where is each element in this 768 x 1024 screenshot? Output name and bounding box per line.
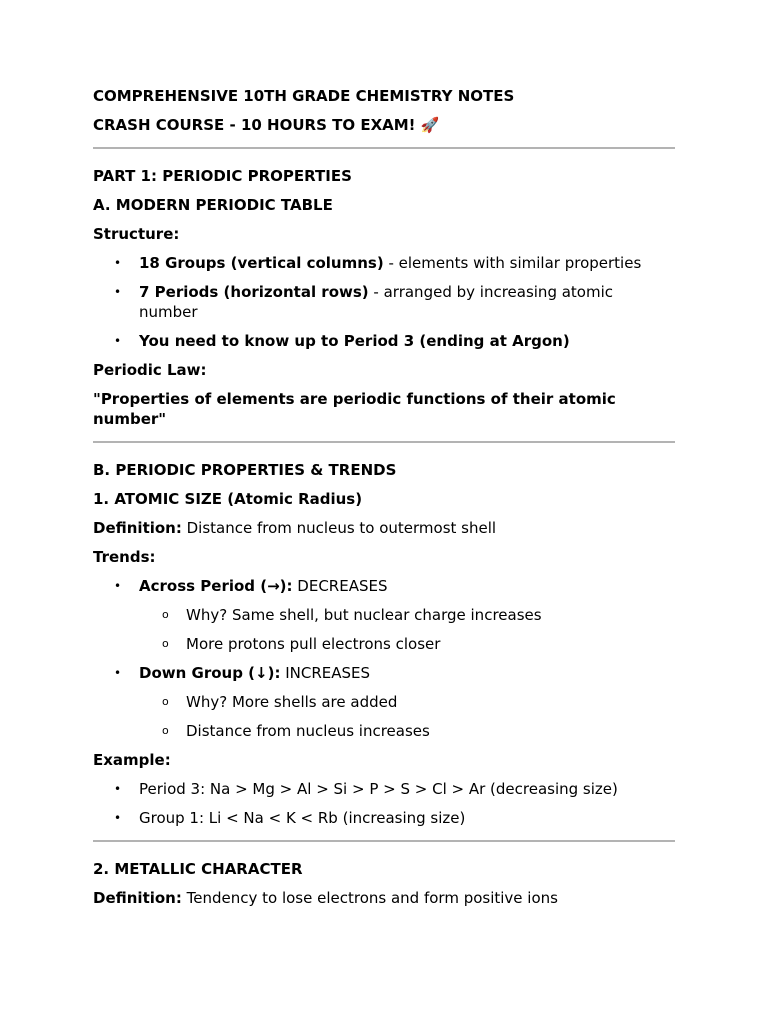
divider [93,840,675,842]
sub-list-item [139,692,675,712]
list-item-bold: 18 Groups (vertical columns) [139,254,384,272]
document-page [93,86,675,917]
circle-bullet-icon: o [162,608,169,621]
bullet-icon: • [114,782,122,796]
divider [93,441,675,443]
bullet-icon: • [114,256,122,270]
list-item-text: Period 3: Na > Mg > Al > Si > P > S > Cl > Ar (decreasing size) [139,780,618,798]
list-item [93,779,675,799]
bullet-icon: • [114,334,122,348]
sub-list-item-text: Why? More shells are added [186,693,398,711]
trends-label: Trends: [93,548,156,566]
definition-label: Definition: [93,889,182,907]
document-title: COMPREHENSIVE 10TH GRADE CHEMISTRY NOTES [93,87,515,105]
sub-list-item-text: Why? Same shell, but nuclear charge increases [186,606,542,624]
sub-list-item [139,721,675,741]
list-item-bold: Across Period (→): [139,577,293,595]
list-item [93,331,675,351]
metallic-character-definition [93,888,675,908]
trends-list [93,576,675,741]
circle-bullet-icon: o [162,695,169,708]
sub-list-item [139,605,675,625]
definition-text: Tendency to lose electrons and form positive ions [181,889,558,907]
list-item [93,663,675,741]
atomic-size-heading: 1. ATOMIC SIZE (Atomic Radius) [93,490,363,508]
list-item-text: Group 1: Li < Na < K < Rb (increasing size) [139,809,466,827]
section-a-heading: A. MODERN PERIODIC TABLE [93,196,333,214]
document-subtitle: CRASH COURSE - 10 HOURS TO EXAM! 🚀 [93,116,440,134]
example-label: Example: [93,751,171,769]
periodic-law-quote: "Properties of elements are periodic functions of their atomic number" [93,390,616,428]
list-item-text: - elements with similar properties [383,254,642,272]
sub-list [139,605,675,654]
bullet-icon: • [114,285,122,299]
divider [93,147,675,149]
periodic-law-label: Periodic Law: [93,361,207,379]
definition-label: Definition: [93,519,182,537]
list-item-text: - arranged by increasing atomic number [139,283,614,321]
structure-list [93,253,675,351]
list-item-text: DECREASES [292,577,388,595]
bullet-icon: • [114,579,122,593]
list-item [93,282,675,322]
list-item-bold: Down Group (↓): [139,664,281,682]
list-item-bold: 7 Periods (horizontal rows) [139,283,369,301]
bullet-icon: • [114,666,122,680]
metallic-character-heading: 2. METALLIC CHARACTER [93,860,303,878]
example-list [93,779,675,828]
atomic-size-definition [93,518,675,538]
section-b-heading: B. PERIODIC PROPERTIES & TRENDS [93,461,397,479]
bullet-icon: • [114,811,122,825]
sub-list-item-text: More protons pull electrons closer [186,635,441,653]
list-item [93,576,675,654]
circle-bullet-icon: o [162,637,169,650]
part-heading: PART 1: PERIODIC PROPERTIES [93,167,352,185]
sub-list [139,692,675,741]
list-item [93,253,675,273]
list-item-bold: You need to know up to Period 3 (ending at Argon) [139,332,570,350]
sub-list-item [139,634,675,654]
sub-list-item-text: Distance from nucleus increases [186,722,430,740]
structure-label: Structure: [93,225,180,243]
circle-bullet-icon: o [162,724,169,737]
definition-text: Distance from nucleus to outermost shell [181,519,497,537]
list-item [93,808,675,828]
list-item-text: INCREASES [280,664,371,682]
